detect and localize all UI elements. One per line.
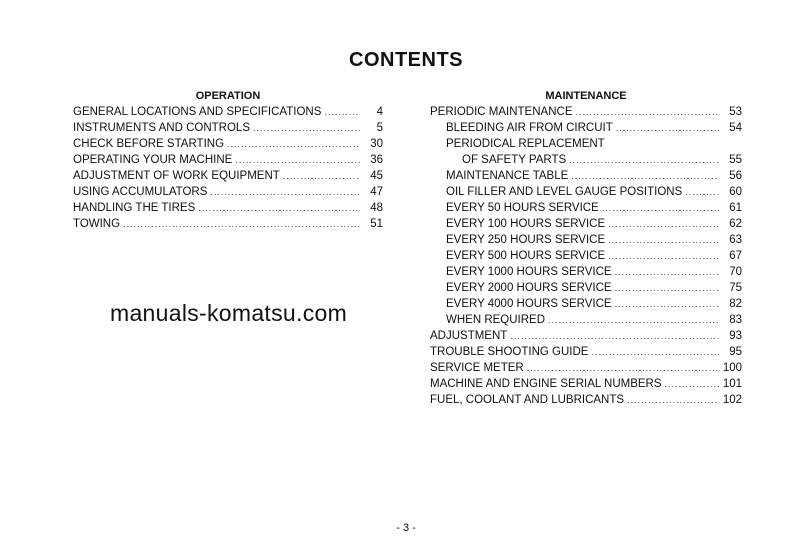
dot-leader <box>569 152 719 168</box>
toc-entry-page: 62 <box>729 218 742 230</box>
toc-entry[interactable] <box>430 120 742 136</box>
toc-entry[interactable] <box>430 392 742 408</box>
toc-entry-label: INSTRUMENTS AND CONTROLS <box>73 122 250 134</box>
toc-entry-label: EVERY 500 HOURS SERVICE <box>446 250 606 262</box>
toc-entry-page: 102 <box>722 394 742 406</box>
toc-entry[interactable] <box>430 376 742 392</box>
dot-leader <box>576 104 720 120</box>
toc-entry[interactable] <box>430 360 742 376</box>
toc-entry[interactable] <box>430 264 742 280</box>
toc-entry-page: 67 <box>729 250 742 262</box>
operation-section <box>73 89 383 232</box>
toc-entry[interactable] <box>430 296 742 312</box>
page-number: - 3 - <box>396 522 416 534</box>
toc-entry-page: 30 <box>370 138 383 150</box>
toc-entry-label: PERIODICAL REPLACEMENT <box>446 138 605 150</box>
toc-entry-label: EVERY 4000 HOURS SERVICE <box>446 298 612 310</box>
dot-leader <box>616 120 719 136</box>
dot-leader <box>283 168 360 184</box>
dot-leader <box>510 328 719 344</box>
toc-entry-label: TROUBLE SHOOTING GUIDE <box>430 346 589 358</box>
toc-entry-label: BLEEDING AIR FROM CIRCUIT <box>446 122 613 134</box>
dot-leader <box>591 344 719 360</box>
toc-entry[interactable] <box>430 216 742 232</box>
toc-entry-page: 45 <box>370 170 383 182</box>
toc-entry-label: TOWING <box>73 218 121 230</box>
toc-entry-label: ADJUSTMENT OF WORK EQUIPMENT <box>73 170 280 182</box>
toc-entry-page: 61 <box>729 202 742 214</box>
dot-leader <box>548 312 719 328</box>
toc-entry-page: 56 <box>729 170 742 182</box>
toc-entry-page: 75 <box>729 282 742 294</box>
toc-entry-label: PERIODIC MAINTENANCE <box>430 106 573 118</box>
toc-entry-label: CHECK BEFORE STARTING <box>73 138 225 150</box>
toc-entry-page: 60 <box>729 186 742 198</box>
page-title: CONTENTS <box>349 49 463 71</box>
toc-entry[interactable] <box>430 184 742 200</box>
toc-entry[interactable] <box>430 312 742 328</box>
toc-entry[interactable] <box>430 200 742 216</box>
toc-entry-label: OIL FILLER AND LEVEL GAUGE POSITIONS <box>446 186 683 198</box>
toc-entry-label: FUEL, COOLANT AND LUBRICANTS <box>430 394 625 406</box>
toc-entry[interactable] <box>73 200 383 216</box>
dot-leader <box>685 184 719 200</box>
toc-entry-page: 5 <box>376 122 383 134</box>
toc-entry-page: 53 <box>729 106 742 118</box>
dot-leader <box>602 200 719 216</box>
toc-entry-page: 54 <box>729 122 742 134</box>
toc-entry-page: 51 <box>370 218 383 230</box>
dot-leader <box>608 216 719 232</box>
toc-entry[interactable] <box>73 104 383 120</box>
toc-entry-label: EVERY 50 HOURS SERVICE <box>446 202 599 214</box>
toc-entry-page: 63 <box>729 234 742 246</box>
toc-entry[interactable] <box>430 136 742 152</box>
toc-entry-page: 55 <box>729 154 742 166</box>
dot-leader <box>608 232 719 248</box>
dot-leader <box>571 168 719 184</box>
toc-entry[interactable] <box>430 168 742 184</box>
toc-entry-label: MACHINE AND ENGINE SERIAL NUMBERS <box>430 378 662 390</box>
watermark: manuals-komatsu.com <box>110 300 348 326</box>
dot-leader <box>665 376 719 392</box>
toc-entry-label: GENERAL LOCATIONS AND SPECIFICATIONS <box>73 106 322 118</box>
dot-leader <box>615 296 719 312</box>
dot-leader <box>253 120 360 136</box>
dot-leader <box>627 392 719 408</box>
toc-entry[interactable] <box>430 344 742 360</box>
toc-entry[interactable] <box>430 232 742 248</box>
dot-leader <box>198 200 360 216</box>
dot-leader <box>227 136 360 152</box>
dot-leader <box>615 264 719 280</box>
toc-entry-page: 47 <box>370 186 383 198</box>
toc-entry[interactable] <box>430 280 742 296</box>
dot-leader <box>527 360 719 376</box>
toc-entry[interactable] <box>73 184 383 200</box>
toc-entry-page: 95 <box>729 346 742 358</box>
operation-heading: OPERATION <box>195 90 261 102</box>
toc-entry[interactable] <box>73 216 383 232</box>
maintenance-heading: MAINTENANCE <box>545 90 627 102</box>
toc-entry[interactable] <box>430 104 742 120</box>
toc-entry-label: HANDLING THE TIRES <box>73 202 196 214</box>
toc-entry-label: SERVICE METER <box>430 362 524 374</box>
toc-entry-page: 4 <box>376 106 383 118</box>
toc-entry-label: EVERY 1000 HOURS SERVICE <box>446 266 612 278</box>
toc-entry[interactable] <box>73 152 383 168</box>
dot-leader <box>324 104 360 120</box>
toc-entry-label: USING ACCUMULATORS <box>73 186 208 198</box>
dot-leader <box>210 184 360 200</box>
toc-entry[interactable] <box>73 120 383 136</box>
toc-entry[interactable] <box>73 168 383 184</box>
toc-entry[interactable] <box>430 328 742 344</box>
toc-entry-page: 82 <box>729 298 742 310</box>
toc-entry[interactable] <box>430 248 742 264</box>
toc-entry-page: 101 <box>722 378 742 390</box>
toc-entry-page: 36 <box>370 154 383 166</box>
toc-entry-label: OPERATING YOUR MACHINE <box>73 154 233 166</box>
dot-leader <box>123 216 360 232</box>
toc-entry-label: WHEN REQUIRED <box>446 314 546 326</box>
dot-leader <box>608 248 719 264</box>
toc-entry-label: EVERY 100 HOURS SERVICE <box>446 218 606 230</box>
toc-entry-page: 48 <box>370 202 383 214</box>
toc-entry-label: MAINTENANCE TABLE <box>446 170 569 182</box>
toc-entry[interactable] <box>430 152 742 168</box>
toc-entry[interactable] <box>73 136 383 152</box>
toc-entry-label: EVERY 250 HOURS SERVICE <box>446 234 606 246</box>
toc-entry-page: 83 <box>729 314 742 326</box>
toc-entry-label: ADJUSTMENT <box>430 330 508 342</box>
toc-entry-page: 93 <box>729 330 742 342</box>
toc-entry-page: 100 <box>722 362 742 374</box>
dot-leader <box>235 152 360 168</box>
toc-entry-label: EVERY 2000 HOURS SERVICE <box>446 282 612 294</box>
maintenance-section <box>430 89 742 408</box>
toc-entry-page: 70 <box>729 266 742 278</box>
dot-leader <box>615 280 719 296</box>
toc-entry-label: OF SAFETY PARTS <box>462 154 567 166</box>
